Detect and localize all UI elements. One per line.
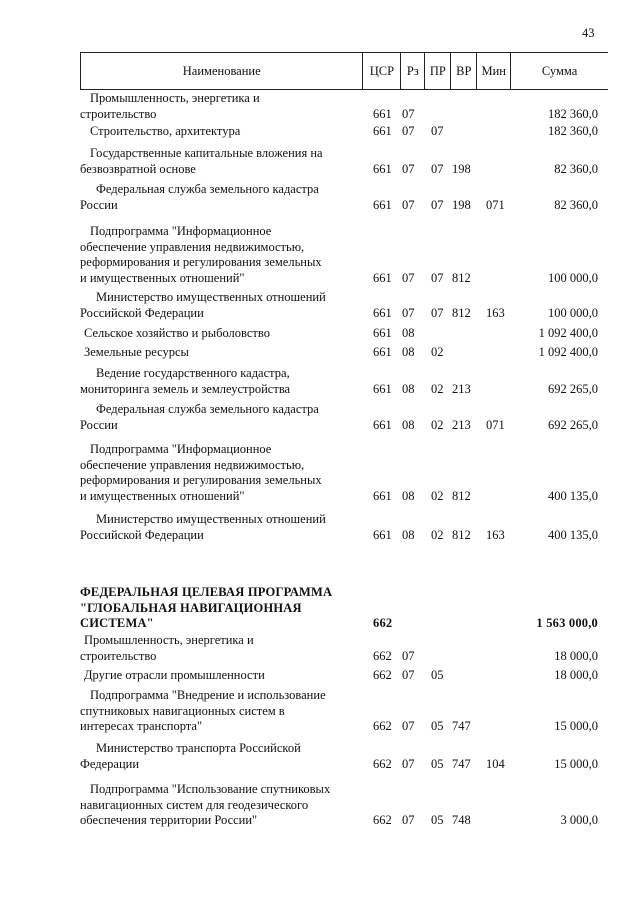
row-sum: 400 135,0 (548, 488, 598, 503)
row-name-line: Министерство транспорта Российской (96, 741, 301, 755)
row-csr: 661 (373, 124, 392, 138)
row-pr: 07 (431, 124, 444, 138)
row-name (80, 146, 360, 177)
row-min: 071 (486, 417, 505, 432)
row-vr: 748 (452, 813, 471, 827)
row-sum: 18 000,0 (554, 648, 598, 663)
row-rz: 08 (402, 527, 415, 542)
row-sum: 1 563 000,0 (536, 616, 598, 630)
row-rz: 07 (402, 813, 415, 827)
header-name: Наименование (81, 53, 363, 89)
row-name (80, 585, 360, 632)
row-name-line: и имущественных отношений" (80, 488, 245, 503)
row-name (80, 741, 360, 772)
row-min: 163 (486, 305, 505, 320)
row-rz: 07 (402, 161, 415, 176)
row-vr: 198 (452, 161, 471, 176)
row-csr: 661 (373, 305, 392, 320)
row-name-line: мониторинга земель и землеустройства (80, 381, 291, 396)
row-name-line: России (80, 197, 118, 212)
row-name (80, 345, 360, 361)
row-name-line: Другие отрасли промышленности (84, 668, 265, 682)
row-sum: 82 360,0 (554, 197, 598, 212)
row-sum: 100 000,0 (548, 270, 598, 285)
row-name-line: Подпрограмма "Использование спутниковых (90, 782, 331, 796)
row-min: 163 (486, 527, 505, 542)
row-name-line: ФЕДЕРАЛЬНАЯ ЦЕЛЕВАЯ ПРОГРАММА (80, 585, 333, 599)
row-sum: 15 000,0 (554, 719, 598, 733)
table-row (0, 688, 640, 735)
row-sum: 82 360,0 (554, 161, 598, 176)
row-csr: 661 (373, 270, 392, 285)
row-sum: 3 000,0 (560, 813, 598, 827)
row-sum: 1 092 400,0 (538, 345, 598, 359)
row-rz: 07 (402, 648, 415, 663)
table-row (0, 326, 640, 342)
row-min: 071 (486, 197, 505, 212)
row-name-line: Подпрограмма "Информационное (90, 442, 272, 456)
row-pr: 07 (431, 161, 444, 176)
header-vr: ВР (451, 53, 477, 89)
row-name-line: Министерство имущественных отношений (96, 512, 326, 526)
row-sum: 15 000,0 (554, 756, 598, 771)
row-pr: 05 (431, 756, 444, 771)
row-csr: 662 (373, 813, 392, 827)
row-rz: 07 (402, 305, 415, 320)
row-vr: 812 (452, 527, 471, 542)
row-name-line: Земельные ресурсы (84, 345, 189, 359)
row-csr: 661 (373, 488, 392, 503)
row-name-line: и имущественных отношений" (80, 270, 245, 285)
row-pr: 02 (431, 345, 444, 359)
row-name (80, 290, 360, 321)
row-rz: 07 (402, 270, 415, 285)
row-rz: 07 (402, 106, 415, 121)
row-pr: 02 (431, 381, 444, 396)
row-name-line: Государственные капитальные вложения на (90, 146, 323, 160)
row-rz: 08 (402, 326, 415, 340)
row-name-line: Строительство, архитектура (90, 124, 241, 138)
row-rz: 07 (402, 197, 415, 212)
row-vr: 198 (452, 197, 471, 212)
row-name (80, 124, 360, 140)
row-name-line: обеспечения территории России" (80, 813, 258, 827)
row-pr: 05 (431, 719, 444, 733)
row-csr: 661 (373, 527, 392, 542)
table-row (0, 741, 640, 772)
row-name-line: интересах транспорта" (80, 719, 203, 733)
row-rz: 07 (402, 668, 415, 682)
row-name-line: Промышленность, энергетика и (90, 91, 260, 105)
row-name (80, 366, 360, 397)
row-pr: 02 (431, 417, 444, 432)
table-row (0, 442, 640, 504)
row-name (80, 182, 360, 213)
row-vr: 812 (452, 305, 471, 320)
row-name-line: безвозвратной основе (80, 161, 196, 176)
table-row (0, 124, 640, 140)
row-min: 104 (486, 756, 505, 771)
header-rz: Рз (401, 53, 425, 89)
row-name (80, 402, 360, 433)
header-csr: ЦСР (363, 53, 401, 89)
header-min: Мин (477, 53, 511, 89)
row-rz: 07 (402, 719, 415, 733)
row-csr: 662 (373, 668, 392, 682)
row-rz: 07 (402, 124, 415, 138)
row-vr: 812 (452, 488, 471, 503)
row-sum: 100 000,0 (548, 305, 598, 320)
row-name-line: навигационных систем для геодезического (80, 797, 309, 812)
row-pr: 05 (431, 813, 444, 827)
row-name (80, 91, 360, 122)
table-row (0, 366, 640, 397)
row-name-line: Федерации (80, 756, 140, 771)
row-name (80, 326, 360, 342)
row-rz: 08 (402, 381, 415, 396)
row-csr: 661 (373, 381, 392, 396)
row-csr: 661 (373, 417, 392, 432)
table-row (0, 512, 640, 543)
table-row (0, 585, 640, 632)
row-name (80, 668, 360, 684)
row-name-line: "ГЛОБАЛЬНАЯ НАВИГАЦИОННАЯ (80, 600, 302, 615)
row-name-line: Ведение государственного кадастра, (96, 366, 290, 380)
row-name-line: Сельское хозяйство и рыболовство (84, 326, 270, 340)
row-rz: 08 (402, 345, 415, 359)
table-row (0, 146, 640, 177)
row-name-line: Федеральная служба земельного кадастра (96, 182, 319, 196)
row-name-line: Российской Федерации (80, 305, 204, 320)
row-rz: 08 (402, 417, 415, 432)
row-name (80, 224, 360, 286)
row-name-line: обеспечение управления недвижимостью, (80, 457, 305, 472)
row-sum: 692 265,0 (548, 417, 598, 432)
row-name-line: строительство (80, 648, 157, 663)
row-sum: 400 135,0 (548, 527, 598, 542)
row-vr: 747 (452, 756, 471, 771)
table-row (0, 290, 640, 321)
row-vr: 812 (452, 270, 471, 285)
row-rz: 07 (402, 756, 415, 771)
row-name (80, 633, 360, 664)
row-csr: 662 (373, 616, 393, 630)
header-pr: ПР (425, 53, 451, 89)
row-name-line: России (80, 417, 118, 432)
row-name-line: спутниковых навигационных систем в (80, 703, 285, 718)
table-row (0, 182, 640, 213)
row-name-line: СИСТЕМА" (80, 616, 154, 630)
row-name-line: Подпрограмма "Внедрение и использование (90, 688, 326, 702)
row-sum: 692 265,0 (548, 381, 598, 396)
row-csr: 661 (373, 345, 392, 359)
row-pr: 07 (431, 270, 444, 285)
table-row (0, 402, 640, 433)
table-row (0, 224, 640, 286)
row-name-line: обеспечение управления недвижимостью, (80, 239, 305, 254)
table-row (0, 782, 640, 829)
row-vr: 213 (452, 381, 471, 396)
row-name-line: строительство (80, 106, 157, 121)
row-vr: 747 (452, 719, 471, 733)
row-pr: 07 (431, 197, 444, 212)
row-sum: 18 000,0 (554, 668, 598, 682)
row-sum: 182 360,0 (548, 124, 598, 138)
table-row (0, 345, 640, 361)
table-row (0, 91, 640, 122)
row-name-line: Министерство имущественных отношений (96, 290, 326, 304)
row-name (80, 688, 360, 735)
row-name (80, 442, 360, 504)
header-sum: Сумма (541, 63, 578, 78)
row-pr: 02 (431, 527, 444, 542)
row-csr: 661 (373, 106, 392, 121)
table-row (0, 668, 640, 684)
row-name-line: Промышленность, энергетика и (84, 633, 254, 647)
row-name-line: Федеральная служба земельного кадастра (96, 402, 319, 416)
row-name-line: Российской Федерации (80, 527, 204, 542)
row-csr: 662 (373, 719, 392, 733)
row-name (80, 512, 360, 543)
row-name (80, 782, 360, 829)
row-name-line: Подпрограмма "Информационное (90, 224, 272, 238)
table-row (0, 633, 640, 664)
row-csr: 661 (373, 197, 392, 212)
row-csr: 661 (373, 161, 392, 176)
row-vr: 213 (452, 417, 471, 432)
row-pr: 07 (431, 305, 444, 320)
row-name-line: реформирования и регулирования земельных (80, 473, 322, 487)
page-number: 43 (582, 26, 595, 40)
row-sum: 182 360,0 (548, 106, 598, 121)
row-csr: 662 (373, 756, 392, 771)
row-name-line: реформирования и регулирования земельных (80, 255, 322, 269)
row-sum: 1 092 400,0 (538, 326, 598, 340)
row-csr: 662 (373, 648, 392, 663)
row-pr: 05 (431, 668, 444, 682)
row-pr: 02 (431, 488, 444, 503)
row-csr: 661 (373, 326, 392, 340)
row-rz: 08 (402, 488, 415, 503)
